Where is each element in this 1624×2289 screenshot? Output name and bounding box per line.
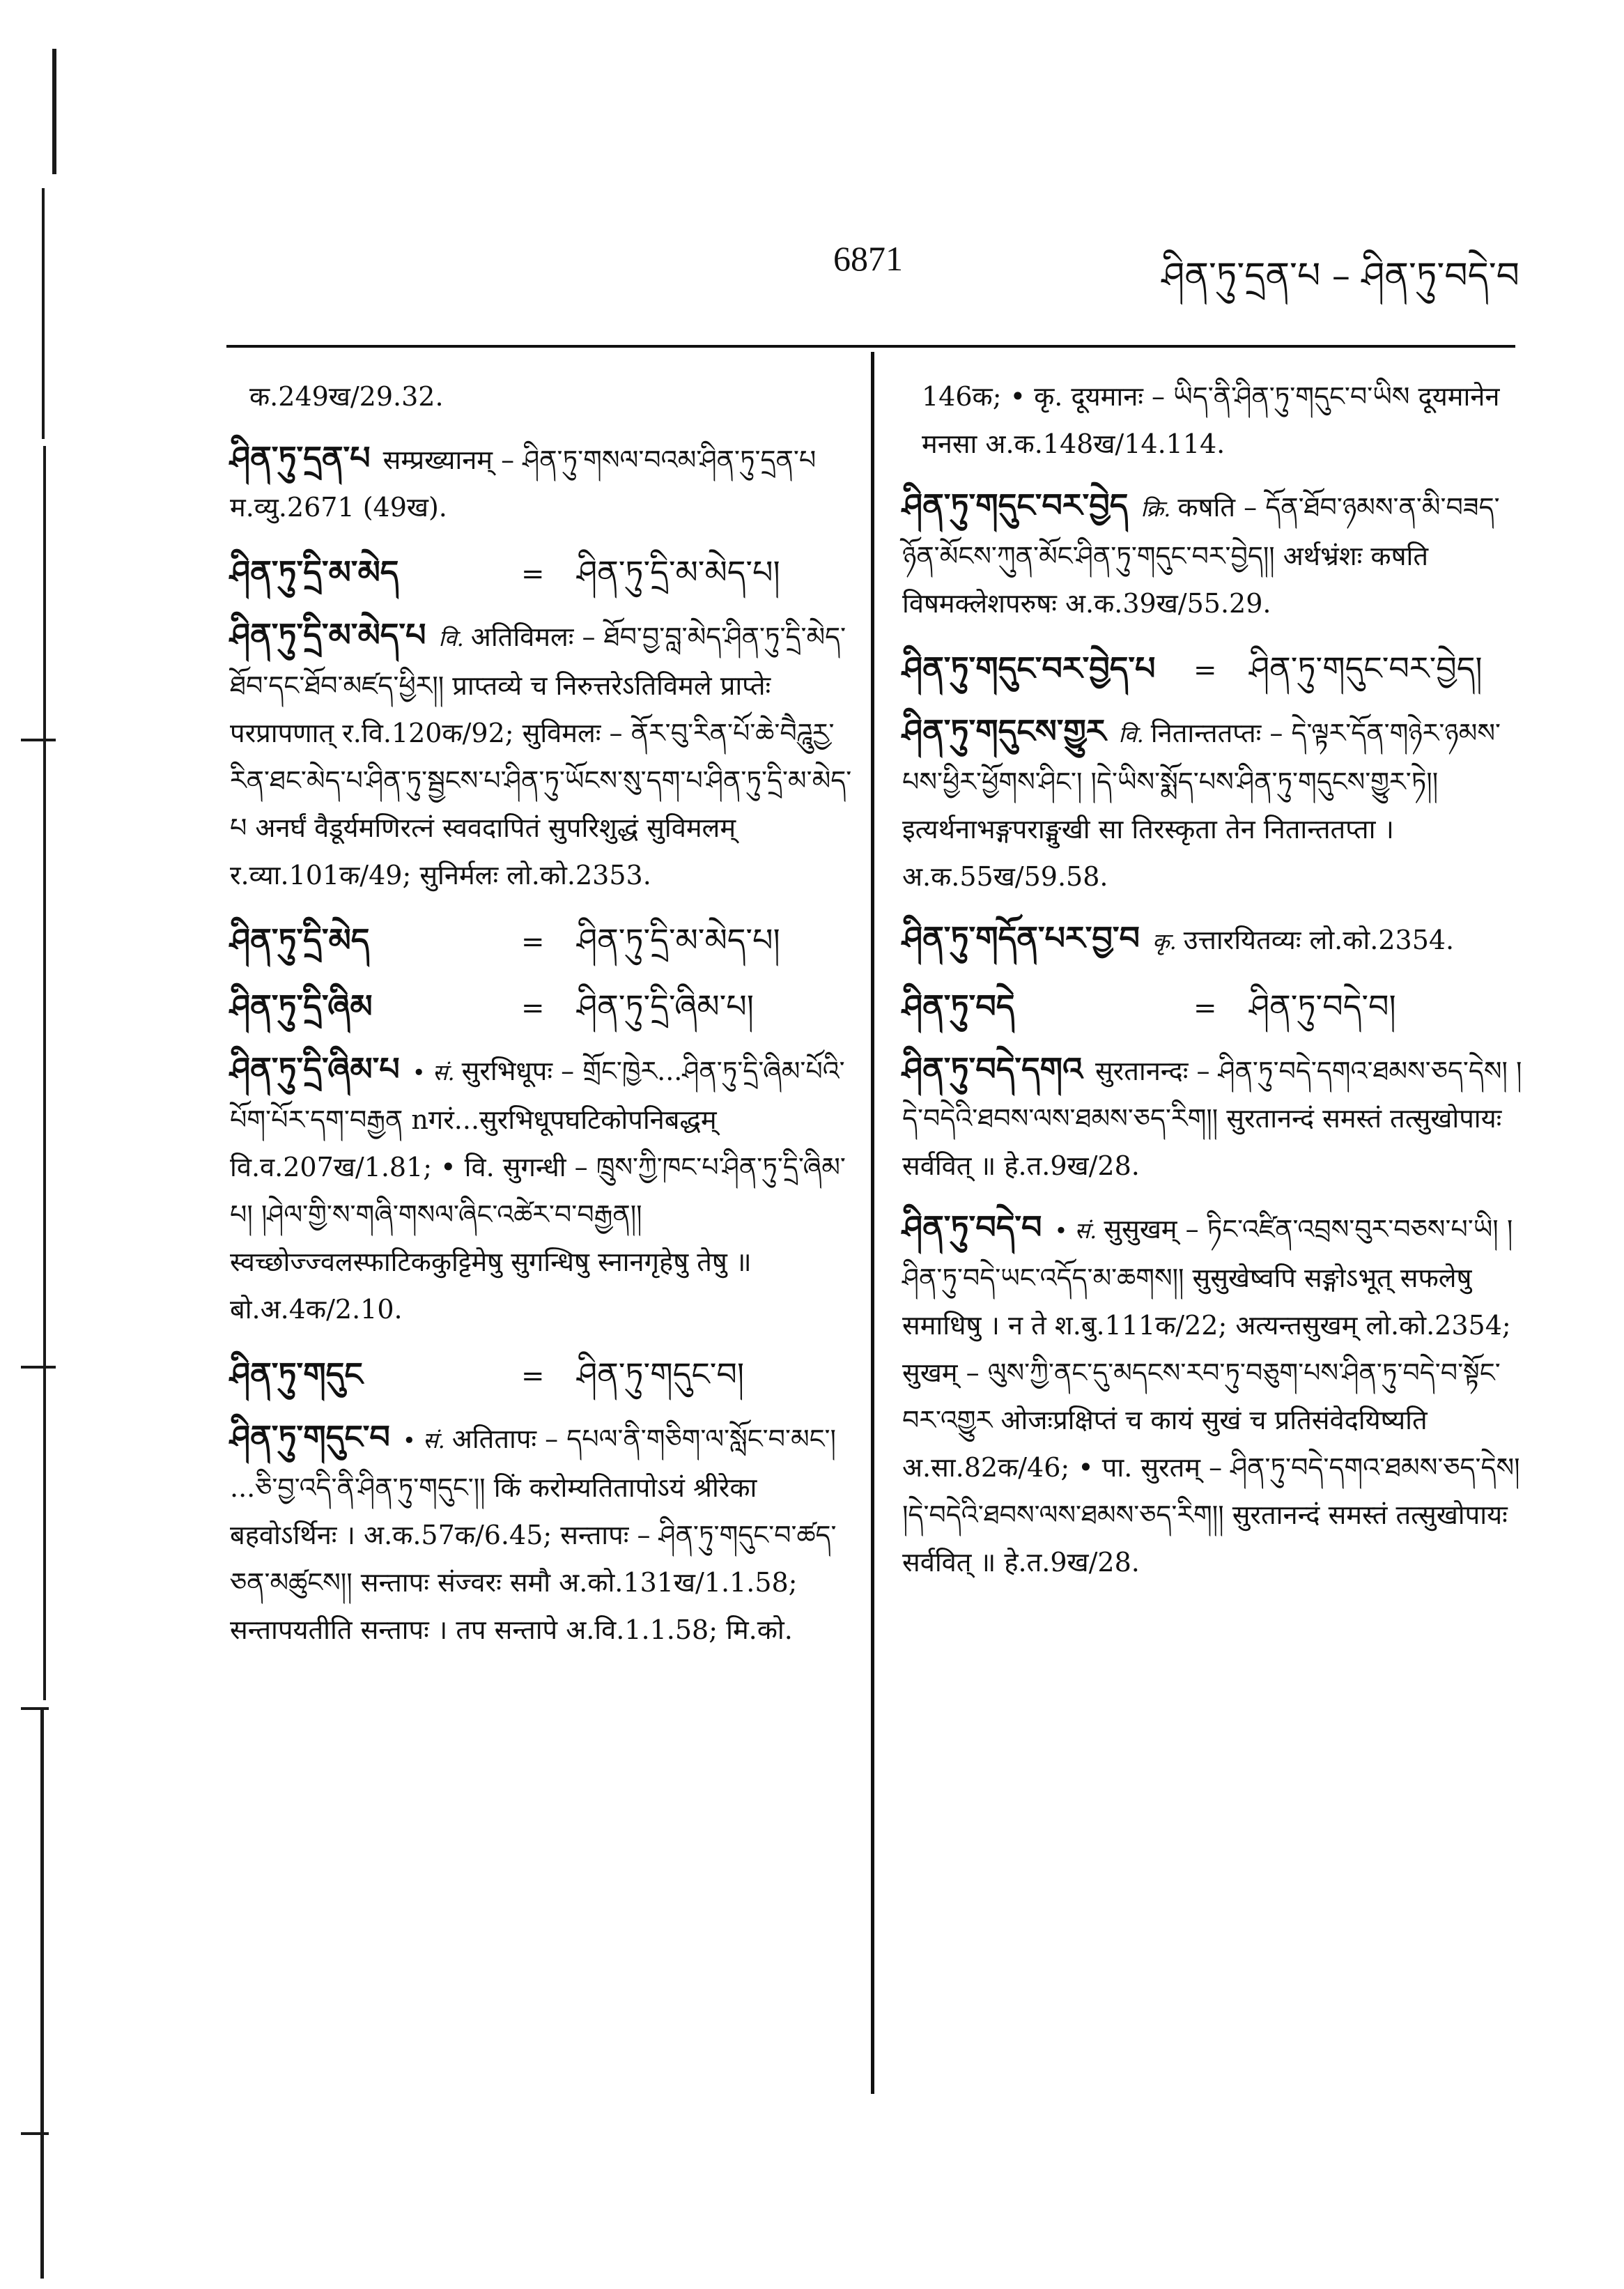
running-head: ཤིན་ཏུ་དྲན་པ – ཤིན་ཏུ་བདེ་བ	[1161, 255, 1519, 297]
cross-reference-target: ཤིན་ཏུ་དྲི་ཞིམ་པ།	[577, 987, 754, 1025]
part-of-speech: • सं.	[402, 1427, 445, 1454]
cross-reference-target: ཤིན་ཏུ་གདུང་བ།	[577, 1355, 745, 1393]
page-header	[0, 230, 1624, 297]
scan-binding-edge	[0, 0, 84, 2289]
edge-mark	[21, 2132, 49, 2135]
cross-reference-target: ཤིན་ཏུ་དྲི་མ་མེད་པ།	[577, 921, 780, 959]
dictionary-entry	[230, 611, 857, 899]
continued-text	[230, 373, 857, 420]
cross-reference-entry	[230, 979, 857, 1035]
dictionary-entry	[902, 707, 1529, 900]
right-column	[902, 373, 1529, 1600]
entry-body: सुसुखम् – ཏིང་འཛིན་འབྲས་བུར་བཅས་པ་ཡི། །ཤིན་ཏུ་བདེ་ཡང་འདོད་མ་ཆགས།། सुसुखेष्वपि सङ्गोऽभूत् सफलेषु समाधिषु । न ते श.बु.111क/22; अत्यन्तसुखम् लो.को.2354; सुखम् – ལུས་ཀྱི་ནང་དུ་མདངས་རབ་ཏུ་བཅུག་པས་ཤིན་ཏུ་བདེ་བ་སྟོང་བར་འགྱུར ओजःप्रक्षिप्तं च कायं सुखं च प्रतिसंवेदयिष्यति अ.सा.82क/46; • पा. सुरतम् – ཤིན་ཏུ་བདེ་དགའ་ཐམས་ཅད་དེས། །དེ་བདེའི་ཐབས་ལས་ཐམས་ཅད་རིག།། सुरतानन्दं समस्तं तत्सुखोपायः सर्ववित् ॥ हे.त.9ख/28.	[902, 1214, 1520, 1578]
dictionary-entry	[230, 1045, 857, 1333]
cross-reference-entry	[902, 979, 1529, 1035]
equals-sign: =	[1193, 654, 1217, 686]
dictionary-entry	[902, 1203, 1529, 1586]
entry-headword: ཤིན་ཏུ་གདོན་པར་བྱ་བ	[902, 919, 1140, 957]
edge-mark	[43, 446, 46, 1700]
cross-reference-entry	[230, 1347, 857, 1403]
entry-body: नितान्ततप्तः – དེ་ལྟར་དོན་གཉེར་ཉམས་པས་ཕྱིར་ཕྱོགས་ཤིང་། །དེ་ཡིས་སྨོད་པས་ཤིན་ཏུ་གདུངས་གྱུར་ཏེ།། इत्यर्थनाभङ्गपराङ्मुखी सा तिरस्कृता तेन नितान्ततप्ता । अ.क.55ख/59.58.	[902, 718, 1501, 892]
part-of-speech: वि.	[438, 625, 464, 652]
entry-body: सुरतानन्दः – ཤིན་ཏུ་བདེ་དགའ་ཐམས་ཅད་དེས། །དེ་བདེའི་ཐབས་ལས་ཐམས་ཅད་རིག།། सुरतानन्दं समस्तं तत्सुखोपायः सर्ववित् ॥ हे.त.9ख/28.	[902, 1056, 1522, 1181]
dictionary-entry	[902, 481, 1529, 627]
equals-sign: =	[521, 992, 545, 1024]
entry-body: क.249ख/29.32.	[249, 381, 444, 412]
edge-mark	[21, 739, 56, 741]
edge-mark	[21, 1366, 56, 1369]
equals-sign: =	[1193, 992, 1217, 1024]
edge-mark	[21, 1707, 49, 1710]
entry-body: अतिविमलः – ཐོབ་བྱ་བླ་མེད་ཤིན་ཏུ་དྲི་མེད་ཐོབ་དང་ཐོབ་མཛད་ཕྱིར།། प्राप्तव्ये च निरुत्तरेऽतिविमले प्राप्तेः परप्रापणात् र.वि.120क/92; सुविमलः – ནོར་བུ་རིན་པོ་ཆེ་བཻཌཱུརྱ་རིན་ཐང་མེད་པ་ཤིན་ཏུ་སྦྱངས་པ་ཤིན་ཏུ་ཡོངས་སུ་དག་པ་ཤིན་ཏུ་དྲི་མ་མེད་པ अनर्घं वैडूर्यमणिरत्नं स्ववदापितं सुपरिशुद्धं सुविमलम् र.व्या.101क/49; सुनिर्मलः लो.को.2353.	[230, 622, 852, 891]
entry-body: सम्प्रख्यानम् – ཤིན་ཏུ་གསལ་བའམ་ཤིན་ཏུ་དྲན་པ म.व्यु.2671 (49ख).	[230, 445, 817, 523]
entry-body: 146क; • कृ. दूयमानः – ཡིད་ནི་ཤིན་ཏུ་གདུང་བ་ཡིས दूयमानेन मनसा अ.क.148ख/14.114.	[922, 381, 1500, 459]
header-rule	[226, 345, 1515, 348]
part-of-speech: क्रि.	[1140, 495, 1171, 522]
part-of-speech: वि.	[1118, 721, 1144, 748]
edge-mark	[52, 49, 56, 174]
entry-body: उत्तारयितव्यः लो.को.2354.	[1183, 925, 1455, 955]
dictionary-entry	[902, 1045, 1529, 1189]
entry-headword: ཤིན་ཏུ་བདེ་དགའ	[902, 1050, 1083, 1088]
page-number: 6871	[833, 239, 903, 278]
entry-headword: ཤིན་ཏུ་གདུང་བར་བྱེད	[902, 486, 1129, 524]
entry-headword: ཤིན་ཏུ་དྲི་ཞིམ་པ	[230, 1050, 400, 1088]
cross-reference-entry	[230, 913, 857, 969]
equals-sign: =	[521, 926, 545, 958]
left-column	[230, 373, 857, 1667]
entry-headword: ཤིན་ཏུ་གདུང་བ	[230, 1418, 390, 1456]
equals-sign: =	[521, 558, 545, 590]
entry-body: अतितापः – དཔལ་ནི་གཅིག་ལ་སློང་བ་མང་། ...ཅི་བྱ་འདི་ནི་ཤིན་ཏུ་གདུང་།། किं करोम्यतितापोऽयं श्रीरेका बहवोऽर्थिनः । अ.क.57क/6.45; सन्तापः – ཤིན་ཏུ་གདུང་བ་ཚད་ཅན་མཚུངས།། सन्तापः संज्वरः समौ अ.को.131ख/1.1.58; सन्तापयतीति सन्तापः । तप सन्तापे अ.वि.1.1.58; मि.को.	[230, 1424, 837, 1645]
entry-headword: ཤིན་ཏུ་གདུང	[230, 1355, 363, 1393]
part-of-speech: • सं.	[1054, 1217, 1097, 1244]
edge-mark	[40, 1707, 44, 2279]
entry-headword: ཤིན་ཏུ་གདུངས་གྱུར	[902, 712, 1106, 750]
entry-headword: ཤིན་ཏུ་དྲི་མེད	[230, 921, 370, 959]
entry-body: सुरभिधूपः – གྲོང་ཁྱེར...ཤིན་ཏུ་དྲི་ཞིམ་པོའི་པོག་པོར་དག་བརྒྱན nगरं...सुरभिधूपघटिकोपनिबद्धम् वि.व.207ख/1.81; • वि. सुगन्धी – ཁྲུས་ཀྱི་ཁང་པ་ཤིན་ཏུ་དྲི་ཞིམ་པ། །ཤེལ་གྱི་ས་གཞི་གསལ་ཞིང་འཚེར་བ་བརྒྱན།། स्वच्छोज्ज्वलस्फाटिककुट्टिमेषु सुगन्धिषु स्नानगृहेषु तेषु ॥ बो.अ.4क/2.10.	[230, 1056, 846, 1325]
cross-reference-entry	[902, 641, 1529, 698]
entry-headword: ཤིན་ཏུ་དྲི་ཞིམ	[230, 987, 373, 1025]
entry-headword: ཤིན་ཏུ་དྲི་མ་མེད་པ	[230, 616, 426, 654]
dictionary-entry	[902, 914, 1529, 965]
cross-reference-entry	[230, 545, 857, 601]
entry-headword: ཤིན་ཏུ་དྲི་མ་མེད	[230, 553, 399, 591]
part-of-speech: कृ.	[1152, 928, 1177, 955]
cross-reference-target: ཤིན་ཏུ་དྲི་མ་མེད་པ།	[577, 553, 780, 591]
entry-body: कषति – དོན་ཐོབ་ཉམས་ན་མི་བཟད་ཉོན་མོངས་ཀུན་མོང་ཤིན་ཏུ་གདུང་བར་བྱེད།། अर्थभ्रंशः कषति विषमक्लेशपरुषः अ.क.39ख/55.29.	[902, 492, 1500, 619]
entry-headword: ཤིན་ཏུ་དྲན་པ	[230, 439, 371, 477]
continued-text	[902, 373, 1529, 468]
part-of-speech: • सं.	[412, 1059, 455, 1086]
equals-sign: =	[521, 1360, 545, 1392]
dictionary-entry	[230, 1413, 857, 1654]
column-divider	[871, 352, 874, 2094]
entry-headword: ཤིན་ཏུ་བདེ	[902, 987, 1015, 1025]
entry-headword: ཤིན་ཏུ་གདུང་བར་བྱེད་པ	[902, 649, 1156, 687]
edge-mark	[42, 188, 45, 439]
cross-reference-target: ཤིན་ཏུ་གདུང་བར་བྱེད།	[1249, 649, 1483, 687]
dictionary-entry	[230, 434, 857, 531]
entry-headword: ཤིན་ཏུ་བདེ་བ	[902, 1208, 1042, 1246]
cross-reference-target: ཤིན་ཏུ་བདེ་བ།	[1249, 987, 1396, 1025]
